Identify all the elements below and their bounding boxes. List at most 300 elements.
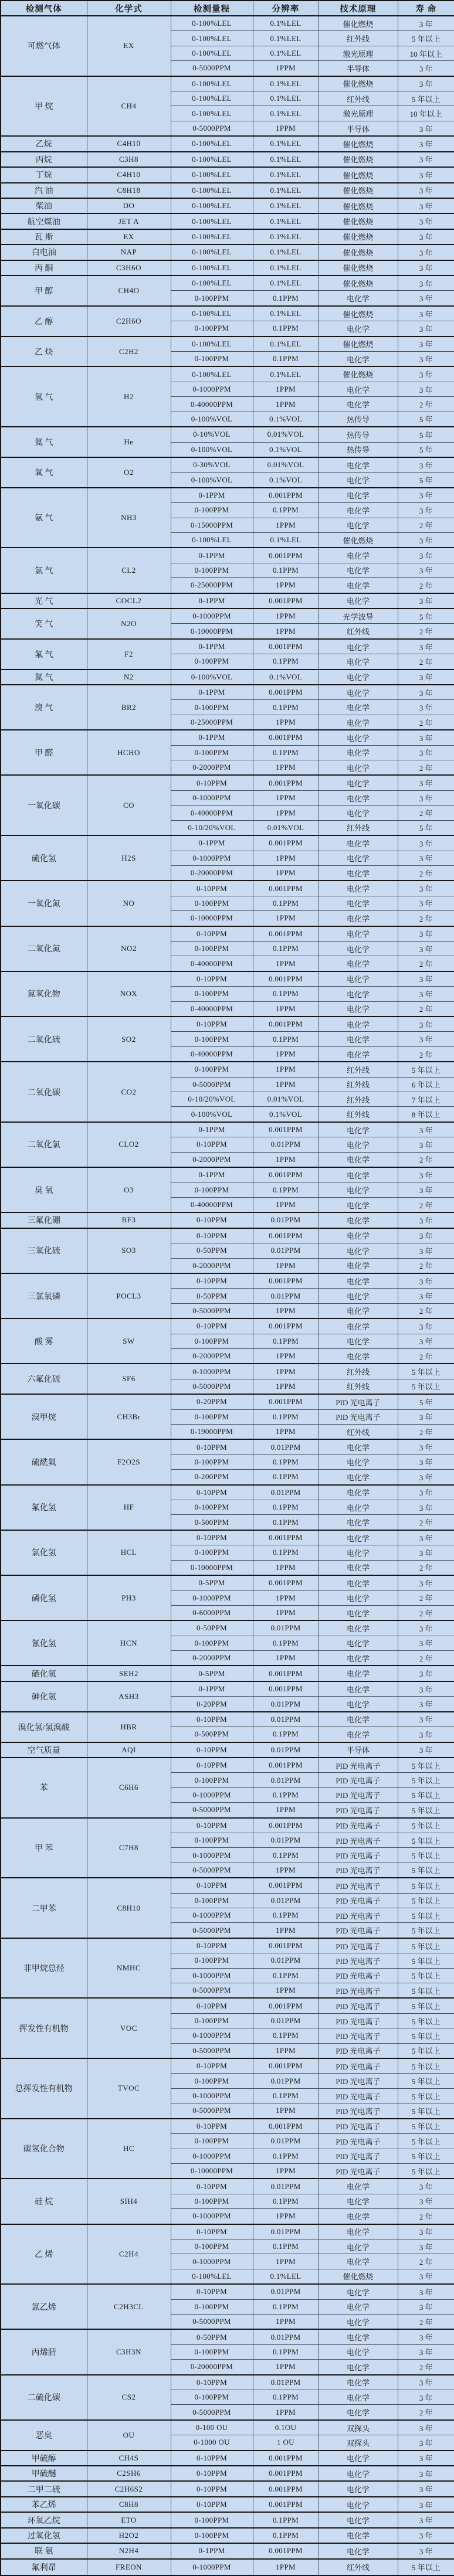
table-row: [1, 881, 454, 896]
principle-cell: PID 光电离子: [319, 1848, 398, 1863]
life-cell: 3 年: [398, 321, 454, 337]
gas-name-cell: 氟利昂: [1, 2559, 87, 2575]
life-cell: 5 年以上: [398, 1953, 454, 1968]
principle-cell: 电化学: [319, 700, 398, 715]
principle-cell: 电化学: [319, 1273, 398, 1289]
life-cell: 2 年: [398, 2209, 454, 2224]
range-cell: 0-10PPM: [171, 2179, 253, 2194]
resolution-cell: 0.001PPM: [253, 881, 319, 896]
range-cell: 0-100%LEL: [171, 276, 253, 291]
gas-name-cell: 氟 气: [1, 639, 87, 670]
range-cell: 0-30%VOL: [171, 457, 253, 473]
table-row: [1, 1742, 454, 1758]
range-cell: 0-5000PPM: [171, 2103, 253, 2119]
resolution-cell: 0.1PPM: [253, 941, 319, 956]
formula-cell: C2H6S2: [87, 2481, 171, 2496]
resolution-cell: 0.001PPM: [253, 1575, 319, 1591]
range-cell: 0-100PPM: [171, 291, 253, 306]
gas-name-cell: 二甲苯: [1, 1878, 87, 1938]
formula-cell: EX: [87, 229, 171, 244]
range-cell: 0-2000PPM: [171, 760, 253, 776]
range-cell: 0-100%LEL: [171, 76, 253, 91]
formula-cell: SIH4: [87, 2179, 171, 2224]
resolution-cell: 0.1PPM: [253, 1500, 319, 1515]
principle-cell: 红外线: [319, 1424, 398, 1439]
resolution-cell: 0.001PPM: [253, 1318, 319, 1334]
life-cell: 5 年以上: [398, 2074, 454, 2088]
principle-cell: 电化学: [319, 1500, 398, 1515]
resolution-cell: 0.1PPM: [253, 987, 319, 1001]
table-row: [1, 16, 454, 31]
principle-cell: 电化学: [319, 1727, 398, 1742]
resolution-cell: 0.001PPM: [253, 1878, 319, 1893]
range-cell: 0-5000PPM: [171, 1863, 253, 1878]
life-cell: 3 年: [398, 121, 454, 136]
formula-cell: PH3: [87, 1575, 171, 1620]
life-cell: 3 年: [398, 1485, 454, 1500]
principle-cell: 电化学: [319, 971, 398, 987]
principle-cell: PID 光电离子: [319, 1878, 398, 1893]
range-cell: 0-40000PPM: [171, 1197, 253, 1212]
table-row: [1, 1122, 454, 1137]
gas-name-cell: 柴油: [1, 198, 87, 213]
resolution-cell: 1PPM: [253, 1424, 319, 1439]
formula-cell: ASH3: [87, 1681, 171, 1712]
range-cell: 0-10PPM: [171, 2497, 253, 2512]
resolution-cell: 0.001PPM: [253, 1758, 319, 1773]
life-cell: 8 年以上: [398, 1107, 454, 1122]
gas-name-cell: 光 气: [1, 593, 87, 609]
range-cell: 0-100PPM: [171, 2239, 253, 2254]
principle-cell: 电化学: [319, 790, 398, 805]
resolution-cell: 1PPM: [253, 578, 319, 593]
resolution-cell: 1PPM: [253, 121, 319, 136]
resolution-cell: 1PPM: [253, 1983, 319, 1999]
principle-cell: PID 光电离子: [319, 1983, 398, 1999]
column-header: 分辨率: [253, 1, 319, 16]
life-cell: 3 年: [398, 2224, 454, 2239]
life-cell: 3 年: [398, 457, 454, 473]
range-cell: 0-100PPM: [171, 1893, 253, 1908]
gas-name-cell: 氟化氢: [1, 1485, 87, 1530]
life-cell: 3 年: [398, 881, 454, 896]
table-row: [1, 1575, 454, 1591]
principle-cell: 电化学: [319, 563, 398, 577]
life-cell: 3 年: [398, 670, 454, 685]
resolution-cell: 0.001PPM: [253, 1122, 319, 1137]
resolution-cell: 0.1%VOL: [253, 412, 319, 427]
range-cell: 0-100%LEL: [171, 198, 253, 213]
principle-cell: 电化学: [319, 1591, 398, 1605]
principle-cell: 红外线: [319, 2559, 398, 2575]
resolution-cell: 1PPM: [253, 1197, 319, 1212]
table-row: [1, 1062, 454, 1077]
table-row: [1, 1666, 454, 1681]
range-cell: 0-6000PPM: [171, 1605, 253, 1620]
principle-cell: 电化学: [319, 1334, 398, 1348]
life-cell: 3 年: [398, 835, 454, 851]
resolution-cell: 0.1%LEL: [253, 198, 319, 213]
life-cell: 5 年以上: [398, 1908, 454, 1923]
principle-cell: 电化学: [319, 2314, 398, 2329]
principle-cell: 催化燃烧: [319, 532, 398, 548]
range-cell: 0-100PPM: [171, 1182, 253, 1197]
resolution-cell: 0.001PPM: [253, 926, 319, 942]
resolution-cell: 0.01PPM: [253, 2134, 319, 2149]
range-cell: 0-50PPM: [171, 1243, 253, 1258]
gas-name-cell: 氦 气: [1, 427, 87, 457]
formula-cell: EX: [87, 16, 171, 76]
resolution-cell: 0.001PPM: [253, 1998, 319, 2013]
resolution-cell: 0.001PPM: [253, 1017, 319, 1032]
range-cell: 0-1000PPM: [171, 790, 253, 805]
range-cell: 0-100PPM: [171, 1773, 253, 1787]
gas-name-cell: 乙 烯: [1, 2224, 87, 2285]
principle-cell: PID 光电离子: [319, 2043, 398, 2058]
life-cell: 5 年以上: [398, 1818, 454, 1833]
principle-cell: 热传导: [319, 427, 398, 442]
principle-cell: PID 光电离子: [319, 1908, 398, 1923]
resolution-cell: 1PPM: [253, 1077, 319, 1092]
table-row: [1, 167, 454, 182]
gas-name-cell: 汽 油: [1, 183, 87, 198]
gas-name-cell: 乙 炔: [1, 337, 87, 367]
life-cell: 3 年: [398, 730, 454, 745]
range-cell: 0-100PPM: [171, 2194, 253, 2208]
table-row: [1, 2497, 454, 2512]
range-cell: 0-100 OU: [171, 2420, 253, 2435]
range-cell: 0-100PPM: [171, 2344, 253, 2359]
range-cell: 0-100%LEL: [171, 532, 253, 548]
table-row: [1, 152, 454, 167]
resolution-cell: 1PPM: [253, 1863, 319, 1878]
principle-cell: 半导体: [319, 1742, 398, 1758]
range-cell: 0-10PPM: [171, 1318, 253, 1334]
resolution-cell: 0.1PPM: [253, 1334, 319, 1348]
resolution-cell: 0.01PPM: [253, 1243, 319, 1258]
resolution-cell: 1PPM: [253, 851, 319, 865]
principle-cell: 电化学: [319, 548, 398, 563]
life-cell: 3 年: [398, 1017, 454, 1032]
life-cell: 3 年: [398, 183, 454, 198]
range-cell: 0-1000PPM: [171, 1908, 253, 1923]
life-cell: 6 年以上: [398, 1077, 454, 1092]
life-cell: 3 年: [398, 790, 454, 805]
range-cell: 0-10PPM: [171, 1485, 253, 1500]
resolution-cell: 0.001PPM: [253, 685, 319, 700]
principle-cell: PID 光电离子: [319, 2013, 398, 2028]
table-row: [1, 730, 454, 745]
life-cell: 3 年: [398, 987, 454, 1001]
principle-cell: 电化学: [319, 1212, 398, 1228]
gas-name-cell: 碳氢化合物: [1, 2119, 87, 2179]
table-row: [1, 2329, 454, 2344]
principle-cell: 半导体: [319, 121, 398, 136]
range-cell: 0-50PPM: [171, 1620, 253, 1636]
life-cell: 2 年: [398, 1424, 454, 1439]
principle-cell: 催化燃烧: [319, 306, 398, 321]
principle-cell: 催化燃烧: [319, 167, 398, 182]
life-cell: 2 年: [398, 397, 454, 412]
resolution-cell: 0.1PPM: [253, 291, 319, 306]
resolution-cell: 0.1%LEL: [253, 183, 319, 198]
principle-cell: PID 光电离子: [319, 2074, 398, 2088]
resolution-cell: 0.1%LEL: [253, 366, 319, 382]
range-cell: 0-40000PPM: [171, 1001, 253, 1017]
resolution-cell: 0.01PPM: [253, 1697, 319, 1712]
range-cell: 0-1000PPM: [171, 2209, 253, 2224]
column-header: 化学式: [87, 1, 171, 16]
life-cell: 3 年: [398, 1228, 454, 1243]
range-cell: 0-1000PPM: [171, 382, 253, 396]
resolution-cell: 0.001PPM: [253, 2451, 319, 2466]
principle-cell: 电化学: [319, 941, 398, 956]
life-cell: 5 年以上: [398, 2149, 454, 2163]
life-cell: 3 年: [398, 563, 454, 577]
principle-cell: 电化学: [319, 1666, 398, 1681]
principle-cell: 红外线: [319, 91, 398, 106]
range-cell: 0-1000PPM: [171, 1591, 253, 1605]
range-cell: 0-100PPM: [171, 1500, 253, 1515]
principle-cell: 红外线: [319, 1062, 398, 1077]
gas-name-cell: 氮 气: [1, 670, 87, 685]
gas-name-cell: 臭 氧: [1, 1167, 87, 1212]
life-cell: 2 年: [398, 1197, 454, 1212]
range-cell: 0-1000PPM: [171, 1848, 253, 1863]
resolution-cell: 0.1PPM: [253, 1454, 319, 1469]
life-cell: 5 年以上: [398, 91, 454, 106]
life-cell: 3 年: [398, 685, 454, 700]
principle-cell: PID 光电离子: [319, 1953, 398, 1968]
principle-cell: PID 光电离子: [319, 1863, 398, 1878]
life-cell: 3 年: [398, 2451, 454, 2466]
principle-cell: 电化学: [319, 382, 398, 396]
resolution-cell: 1PPM: [253, 1803, 319, 1818]
resolution-cell: 0.1%VOL: [253, 473, 319, 488]
resolution-cell: 0.1OU: [253, 2420, 319, 2435]
resolution-cell: 0.01%VOL: [253, 457, 319, 473]
principle-cell: 电化学: [319, 2239, 398, 2254]
formula-cell: NO2: [87, 926, 171, 971]
formula-cell: CLO2: [87, 1122, 171, 1167]
life-cell: 2 年: [398, 715, 454, 730]
table-row: [1, 2512, 454, 2527]
table-row: [1, 244, 454, 260]
life-cell: 2 年: [398, 956, 454, 971]
life-cell: 2 年: [398, 518, 454, 532]
principle-cell: 电化学: [319, 1651, 398, 1666]
formula-cell: CO: [87, 775, 171, 835]
gas-name-cell: 乙烷: [1, 136, 87, 151]
range-cell: 0-5PPM: [171, 1575, 253, 1591]
range-cell: 0-10/20%VOL: [171, 1092, 253, 1107]
resolution-cell: 0.1PPM: [253, 1545, 319, 1560]
life-cell: 3 年: [398, 488, 454, 503]
resolution-cell: 1PPM: [253, 715, 319, 730]
table-row: [1, 2058, 454, 2074]
gas-name-cell: 甲 醇: [1, 276, 87, 306]
life-cell: 3 年: [398, 775, 454, 790]
principle-cell: 电化学: [319, 1122, 398, 1137]
range-cell: 0-1PPM: [171, 593, 253, 609]
formula-cell: CO2: [87, 1062, 171, 1122]
range-cell: 0-1000PPM: [171, 851, 253, 865]
life-cell: 2 年: [398, 2405, 454, 2420]
range-cell: 0-5000PPM: [171, 61, 253, 76]
principle-cell: 电化学: [319, 1228, 398, 1243]
life-cell: 5 年以上: [398, 1863, 454, 1878]
range-cell: 0-1PPM: [171, 835, 253, 851]
life-cell: 3 年: [398, 1137, 454, 1152]
formula-cell: TVOC: [87, 2058, 171, 2119]
range-cell: 0-10PPM: [171, 1273, 253, 1289]
principle-cell: 电化学: [319, 760, 398, 776]
life-cell: 2 年: [398, 624, 454, 639]
table-body: [1, 16, 454, 2575]
gas-name-cell: 三氟化硼: [1, 1212, 87, 1228]
range-cell: 0-100%LEL: [171, 229, 253, 244]
range-cell: 0-10000PPM: [171, 624, 253, 639]
gas-name-cell: 空气质量: [1, 1742, 87, 1758]
gas-name-cell: 溴甲烷: [1, 1394, 87, 1439]
table-row: [1, 670, 454, 685]
principle-cell: 催化燃烧: [319, 16, 398, 31]
gas-name-cell: 丁烷: [1, 167, 87, 182]
life-cell: 3 年: [398, 260, 454, 276]
resolution-cell: 1PPM: [253, 2314, 319, 2329]
life-cell: 5 年: [398, 442, 454, 457]
range-cell: 0-10PPM: [171, 1530, 253, 1545]
range-cell: 0-5000PPM: [171, 1077, 253, 1092]
gas-name-cell: 非甲烷总烃: [1, 1938, 87, 1999]
resolution-cell: 1PPM: [253, 1258, 319, 1273]
formula-cell: SW: [87, 1318, 171, 1364]
life-cell: 2 年: [398, 1303, 454, 1318]
table-row: [1, 2481, 454, 2496]
life-cell: 3 年: [398, 1318, 454, 1334]
table-row: [1, 685, 454, 700]
resolution-cell: 0.1%LEL: [253, 91, 319, 106]
gas-name-cell: 一氧化氮: [1, 881, 87, 926]
range-cell: 0-100%LEL: [171, 16, 253, 31]
table-row: [1, 427, 454, 442]
table-row: [1, 1017, 454, 1032]
life-cell: 3 年: [398, 851, 454, 865]
life-cell: 2 年: [398, 1046, 454, 1062]
resolution-cell: 0.01%VOL: [253, 820, 319, 835]
principle-cell: 催化燃烧: [319, 183, 398, 198]
principle-cell: 半导体: [319, 61, 398, 76]
range-cell: 0-40000PPM: [171, 956, 253, 971]
range-cell: 0-100PPM: [171, 745, 253, 760]
resolution-cell: 1PPM: [253, 1651, 319, 1666]
resolution-cell: 0.1PPM: [253, 2299, 319, 2314]
principle-cell: PID 光电离子: [319, 1773, 398, 1787]
resolution-cell: 0.01PPM: [253, 2224, 319, 2239]
life-cell: 3 年: [398, 276, 454, 291]
life-cell: 5 年以上: [398, 2119, 454, 2134]
life-cell: 5 年: [398, 1394, 454, 1409]
range-cell: 0-100%LEL: [171, 106, 253, 121]
gas-name-cell: 丙烯腈: [1, 2329, 87, 2374]
table-row: [1, 457, 454, 473]
resolution-cell: 0.1%LEL: [253, 229, 319, 244]
resolution-cell: 0.001PPM: [253, 730, 319, 745]
principle-cell: 电化学: [319, 2224, 398, 2239]
range-cell: 0-1PPM: [171, 488, 253, 503]
resolution-cell: 0.01PPM: [253, 1742, 319, 1758]
principle-cell: PID 光电离子: [319, 1803, 398, 1818]
formula-cell: HCN: [87, 1620, 171, 1666]
resolution-cell: 1PPM: [253, 1591, 319, 1605]
formula-cell: HC: [87, 2119, 171, 2179]
gas-name-cell: 恶臭: [1, 2420, 87, 2451]
principle-cell: 电化学: [319, 1575, 398, 1591]
resolution-cell: 1PPM: [253, 2360, 319, 2375]
range-cell: 0-1000PPM: [171, 2254, 253, 2269]
principle-cell: 电化学: [319, 715, 398, 730]
principle-cell: 电化学: [319, 1001, 398, 1017]
resolution-cell: 0.1PPM: [253, 700, 319, 715]
resolution-cell: 0.1PPM: [253, 745, 319, 760]
resolution-cell: 0.1PPM: [253, 1515, 319, 1530]
table-row: [1, 971, 454, 987]
principle-cell: 电化学: [319, 2497, 398, 2512]
formula-cell: JET A: [87, 213, 171, 229]
range-cell: 0-1000PPM: [171, 1968, 253, 1983]
principle-cell: 电化学: [319, 2254, 398, 2269]
range-cell: 0-10PPM: [171, 881, 253, 896]
resolution-cell: 1PPM: [253, 1364, 319, 1379]
principle-cell: 电化学: [319, 2284, 398, 2299]
life-cell: 2 年: [398, 2254, 454, 2269]
life-cell: 3 年: [398, 1470, 454, 1485]
formula-cell: OU: [87, 2420, 171, 2451]
gas-name-cell: 苯乙烯: [1, 2497, 87, 2512]
table-row: [1, 1998, 454, 2013]
resolution-cell: 0.1PPM: [253, 1848, 319, 1863]
life-cell: 3 年: [398, 2497, 454, 2512]
gas-name-cell: 磷化氢: [1, 1575, 87, 1620]
range-cell: 0-100PPM: [171, 1545, 253, 1560]
life-cell: 5 年以上: [398, 2134, 454, 2149]
life-cell: 3 年: [398, 306, 454, 321]
life-cell: 3 年: [398, 167, 454, 182]
principle-cell: 热传导: [319, 442, 398, 457]
resolution-cell: 0.1%VOL: [253, 670, 319, 685]
range-cell: 0-10PPM: [171, 1228, 253, 1243]
formula-cell: HCL: [87, 1530, 171, 1575]
life-cell: 3 年: [398, 76, 454, 91]
resolution-cell: 0.1PPM: [253, 1470, 319, 1485]
formula-cell: C2H3CL: [87, 2284, 171, 2329]
resolution-cell: 0.01PPM: [253, 1712, 319, 1727]
formula-cell: C3H8: [87, 152, 171, 167]
range-cell: 0-5000PPM: [171, 1303, 253, 1318]
principle-cell: 红外线: [319, 31, 398, 46]
range-cell: 0-100PPM: [171, 1833, 253, 1847]
resolution-cell: 0.001PPM: [253, 1666, 319, 1681]
resolution-cell: 1PPM: [253, 2043, 319, 2058]
life-cell: 3 年: [398, 1530, 454, 1545]
gas-name-cell: 联 氨: [1, 2543, 87, 2558]
formula-cell: CS2: [87, 2375, 171, 2420]
resolution-cell: 0.001PPM: [253, 1818, 319, 1833]
resolution-cell: 0.1%VOL: [253, 442, 319, 457]
formula-cell: COCL2: [87, 593, 171, 609]
principle-cell: PID 光电离子: [319, 2119, 398, 2134]
life-cell: 2 年: [398, 654, 454, 670]
